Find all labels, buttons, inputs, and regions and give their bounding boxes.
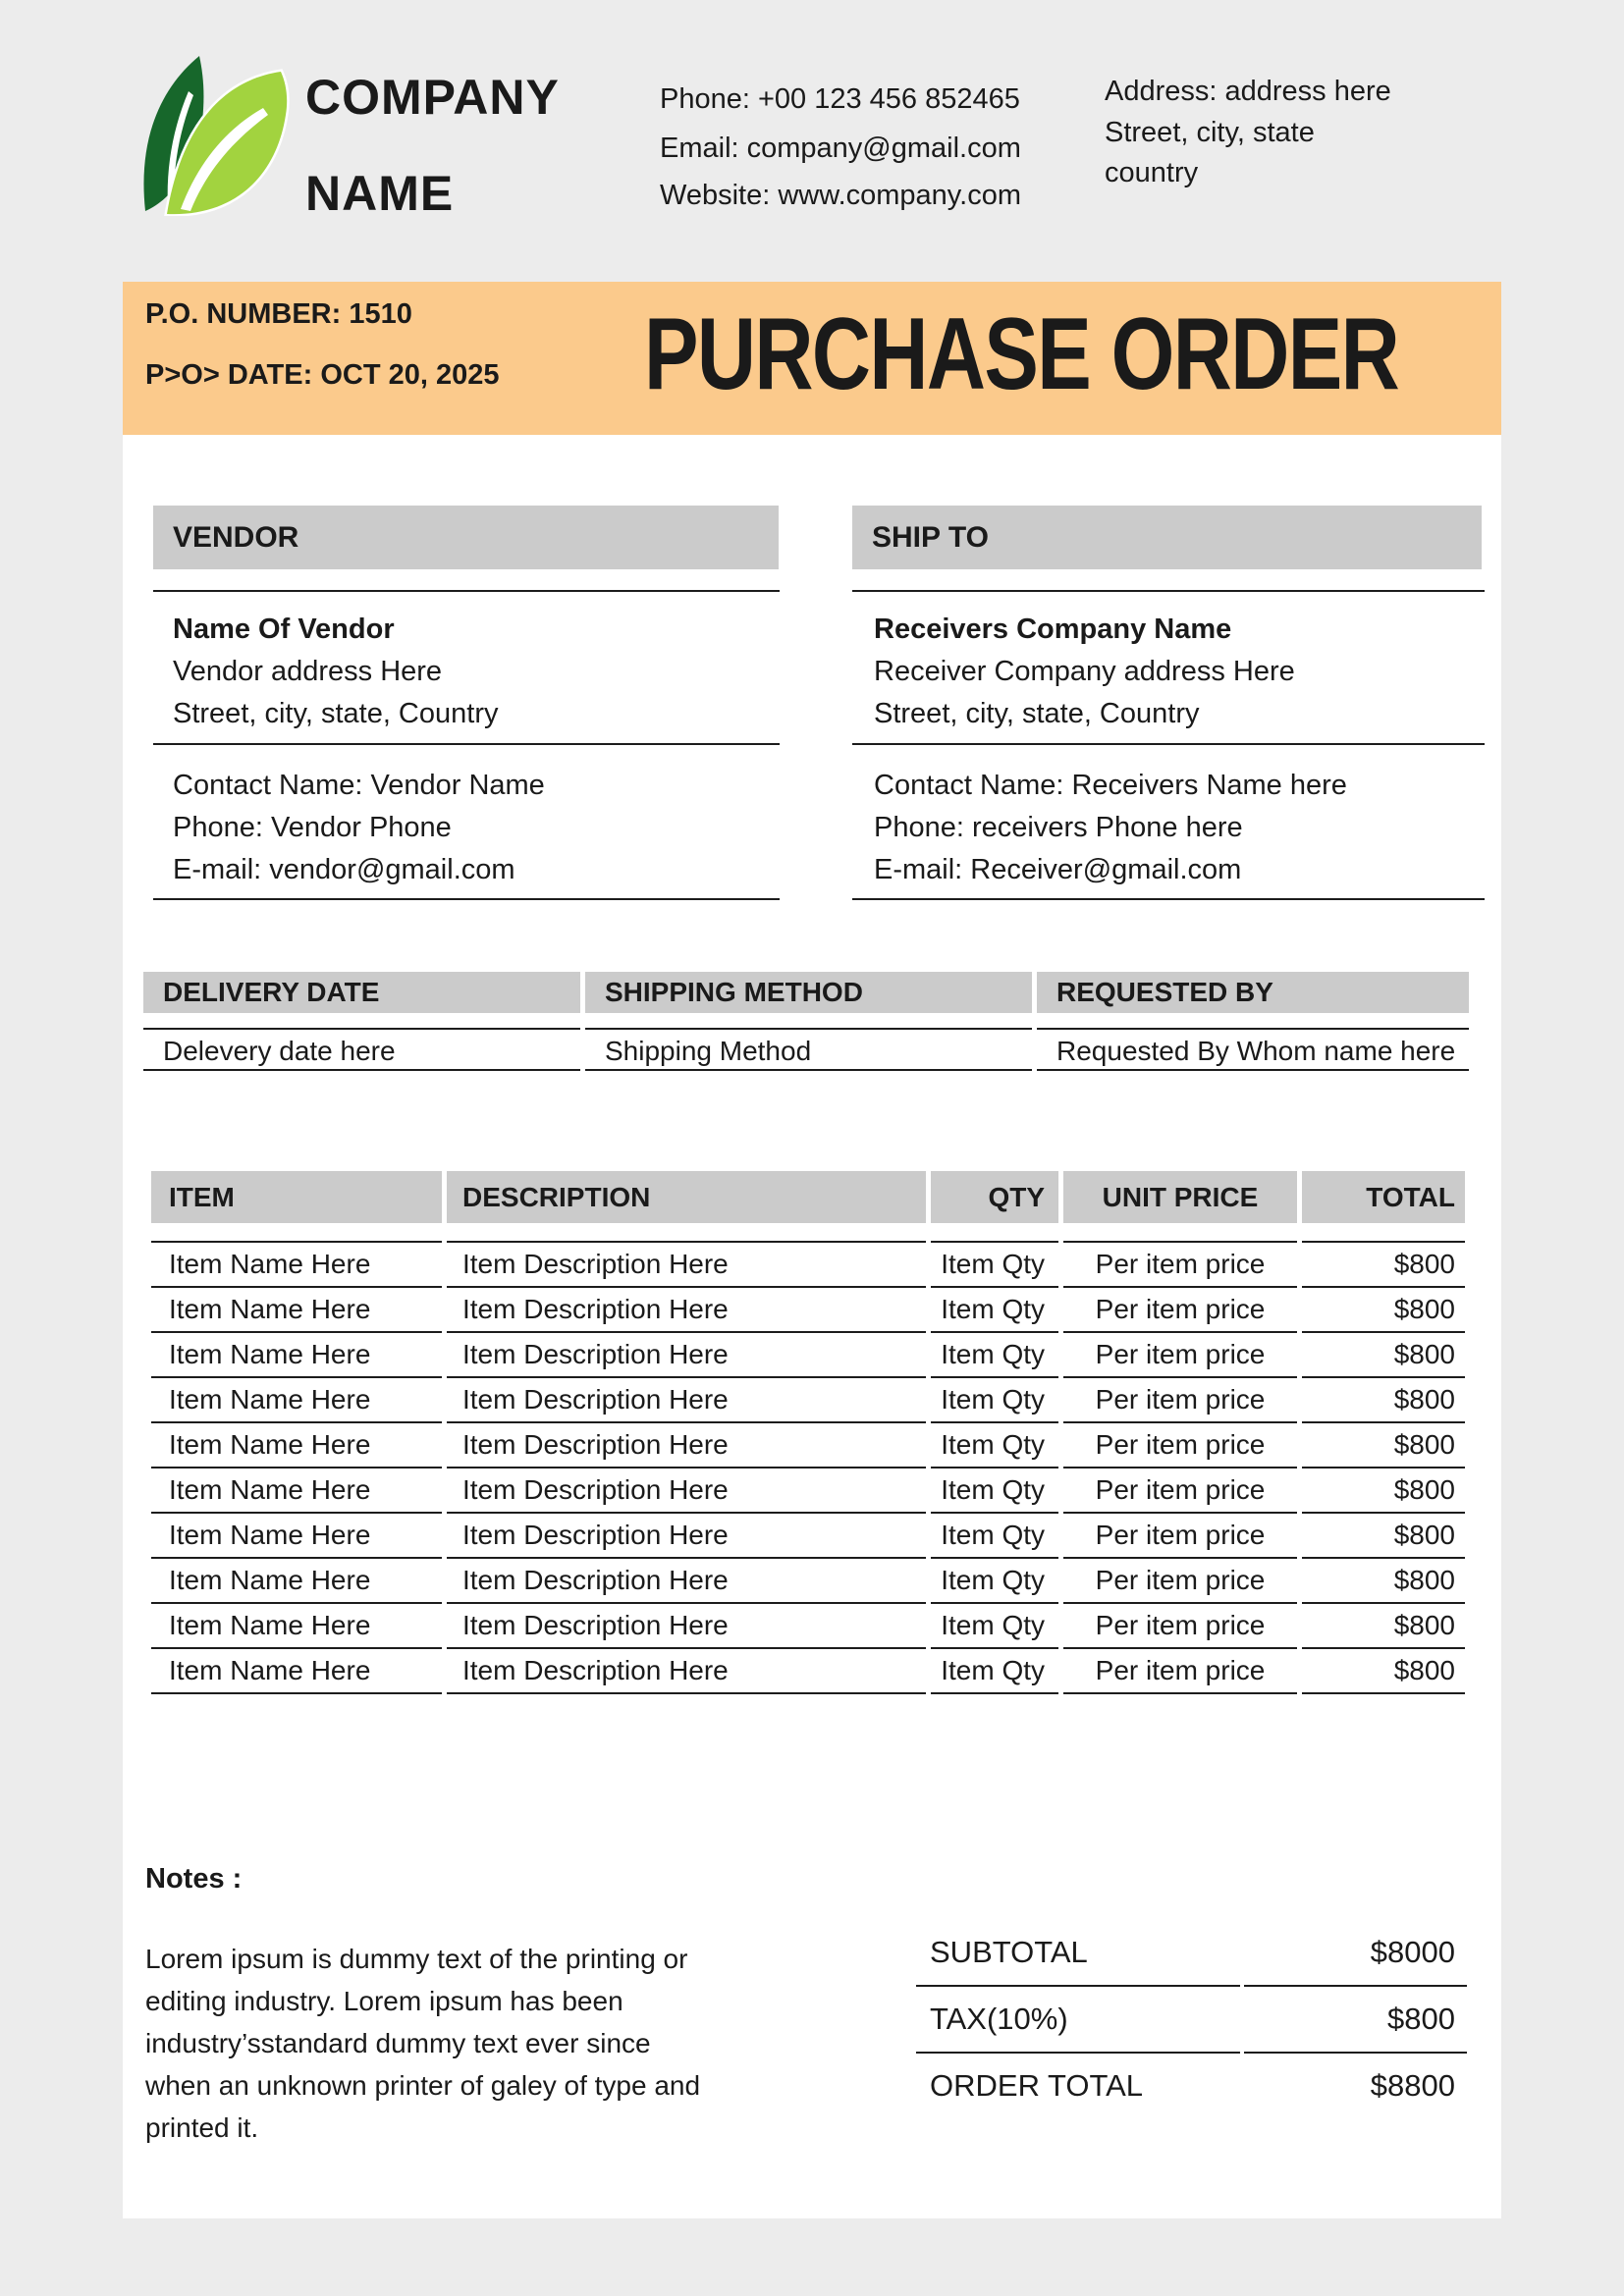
ship-to-address-line2: Street, city, state, Country [874, 698, 1200, 729]
shipping-method-value: Shipping Method [585, 1028, 1032, 1071]
ship-to-email: E-mail: Receiver@gmail.com [874, 854, 1242, 885]
item-row [151, 1331, 1465, 1376]
shipping-header-row [143, 972, 1469, 1013]
item-unit-price-cell: Per item price [1063, 1557, 1297, 1602]
company-email: Email: company@gmail.com [660, 133, 1021, 164]
tax-value: $800 [1244, 1987, 1467, 2054]
items-header-qty: QTY [931, 1171, 1058, 1223]
item-unit-price-cell: Per item price [1063, 1376, 1297, 1421]
vendor-rule-3 [153, 898, 780, 900]
items-header-total: TOTAL [1302, 1171, 1465, 1223]
items-header-description: DESCRIPTION [447, 1171, 926, 1223]
items-table-body [151, 1241, 1465, 1694]
items-header-spacer [151, 1223, 1465, 1241]
item-description-cell: Item Description Here [447, 1241, 926, 1286]
item-total-cell: $800 [1302, 1602, 1465, 1647]
item-total-cell: $800 [1302, 1421, 1465, 1467]
delivery-date-value: Delevery date here [143, 1028, 580, 1071]
tax-label: TAX(10%) [916, 1987, 1240, 2054]
item-name-cell: Item Name Here [151, 1331, 442, 1376]
item-qty-cell: Item Qty [931, 1602, 1058, 1647]
ship-to-rule-1 [852, 590, 1485, 592]
vendor-name: Name Of Vendor [173, 614, 395, 645]
item-unit-price-cell: Per item price [1063, 1512, 1297, 1557]
ship-to-rule-2 [852, 743, 1485, 745]
company-address-line2: Street, city, state [1105, 117, 1315, 148]
company-name-line1: COMPANY [305, 70, 560, 125]
item-qty-cell: Item Qty [931, 1331, 1058, 1376]
item-total-cell: $800 [1302, 1331, 1465, 1376]
subtotal-value: $8000 [1244, 1920, 1467, 1987]
item-total-cell: $800 [1302, 1467, 1465, 1512]
ship-to-phone: Phone: receivers Phone here [874, 812, 1243, 843]
vendor-address-line2: Street, city, state, Country [173, 698, 499, 729]
item-description-cell: Item Description Here [447, 1286, 926, 1331]
item-row [151, 1241, 1465, 1286]
item-name-cell: Item Name Here [151, 1421, 442, 1467]
tax-row [916, 1987, 1467, 2054]
po-title-wrap [550, 297, 1492, 411]
item-row [151, 1512, 1465, 1557]
item-description-cell: Item Description Here [447, 1647, 926, 1694]
company-address-line1: Address: address here [1105, 76, 1391, 107]
item-description-cell: Item Description Here [447, 1467, 926, 1512]
item-qty-cell: Item Qty [931, 1241, 1058, 1286]
item-name-cell: Item Name Here [151, 1557, 442, 1602]
vendor-address-block [173, 609, 498, 735]
ship-to-rule-3 [852, 898, 1485, 900]
item-qty-cell: Item Qty [931, 1376, 1058, 1421]
item-description-cell: Item Description Here [447, 1421, 926, 1467]
delivery-date-header: DELIVERY DATE [143, 972, 580, 1013]
order-total-label: ORDER TOTAL [930, 2068, 1144, 2103]
item-row [151, 1376, 1465, 1421]
item-unit-price-cell: Per item price [1063, 1241, 1297, 1286]
page-title: PURCHASE ORDER [644, 297, 1399, 411]
item-name-cell: Item Name Here [151, 1376, 442, 1421]
vendor-address-line1: Vendor address Here [173, 656, 443, 687]
vendor-email: E-mail: vendor@gmail.com [173, 854, 515, 885]
item-description-cell: Item Description Here [447, 1376, 926, 1421]
item-unit-price-cell: Per item price [1063, 1467, 1297, 1512]
vendor-rule-2 [153, 743, 780, 745]
item-unit-price-cell: Per item price [1063, 1421, 1297, 1467]
item-unit-price-cell: Per item price [1063, 1602, 1297, 1647]
item-qty-cell: Item Qty [931, 1557, 1058, 1602]
company-name-line2: NAME [305, 166, 455, 221]
item-total-cell: $800 [1302, 1286, 1465, 1331]
ship-to-contact-name: Contact Name: Receivers Name here [874, 770, 1347, 801]
item-qty-cell: Item Qty [931, 1286, 1058, 1331]
requested-by-value: Requested By Whom name here [1037, 1028, 1469, 1071]
company-phone: Phone: +00 123 456 852465 [660, 83, 1020, 115]
order-total-row [916, 2054, 1467, 2118]
shipping-value-row [143, 1028, 1469, 1071]
item-description-cell: Item Description Here [447, 1557, 926, 1602]
company-website: Website: www.company.com [660, 180, 1021, 211]
item-total-cell: $800 [1302, 1647, 1465, 1694]
company-leaf-logo [124, 54, 296, 216]
items-table [146, 1171, 1470, 1694]
vendor-contact-name: Contact Name: Vendor Name [173, 770, 545, 801]
po-number: P.O. NUMBER: 1510 [145, 298, 412, 330]
items-header-item: ITEM [151, 1171, 442, 1223]
item-total-cell: $800 [1302, 1557, 1465, 1602]
item-total-cell: $800 [1302, 1376, 1465, 1421]
item-unit-price-cell: Per item price [1063, 1331, 1297, 1376]
vendor-phone: Phone: Vendor Phone [173, 812, 452, 843]
items-header-unit-price: UNIT PRICE [1063, 1171, 1297, 1223]
item-name-cell: Item Name Here [151, 1286, 442, 1331]
item-qty-cell: Item Qty [931, 1647, 1058, 1694]
order-total-value: $8800 [1370, 2068, 1455, 2103]
subtotal-row [916, 1920, 1467, 1987]
ship-to-address-line1: Receiver Company address Here [874, 656, 1295, 687]
ship-to-name: Receivers Company Name [874, 614, 1232, 645]
item-row [151, 1421, 1465, 1467]
item-unit-price-cell: Per item price [1063, 1647, 1297, 1694]
item-name-cell: Item Name Here [151, 1602, 442, 1647]
company-address-line3: country [1105, 157, 1199, 188]
item-description-cell: Item Description Here [447, 1512, 926, 1557]
notes-body: Lorem ipsum is dummy text of the printing or editing industry. Lorem ipsum has been industry’sstandard dummy text ever since when an unknown printer of galey of type and printed it. [145, 1944, 701, 2143]
vendor-contact-block [173, 765, 545, 891]
vendor-section-heading: VENDOR [153, 506, 779, 569]
item-row [151, 1557, 1465, 1602]
item-row [151, 1647, 1465, 1694]
item-name-cell: Item Name Here [151, 1467, 442, 1512]
item-name-cell: Item Name Here [151, 1647, 442, 1694]
ship-to-section-heading: SHIP TO [852, 506, 1482, 569]
requested-by-header: REQUESTED BY [1037, 972, 1469, 1013]
item-description-cell: Item Description Here [447, 1602, 926, 1647]
item-qty-cell: Item Qty [931, 1467, 1058, 1512]
item-name-cell: Item Name Here [151, 1512, 442, 1557]
item-total-cell: $800 [1302, 1512, 1465, 1557]
item-qty-cell: Item Qty [931, 1512, 1058, 1557]
ship-to-contact-block [874, 765, 1347, 891]
items-table-head [151, 1171, 1465, 1241]
item-row [151, 1467, 1465, 1512]
item-name-cell: Item Name Here [151, 1241, 442, 1286]
item-description-cell: Item Description Here [447, 1331, 926, 1376]
vendor-rule-1 [153, 590, 780, 592]
item-total-cell: $800 [1302, 1241, 1465, 1286]
item-row [151, 1286, 1465, 1331]
ship-to-address-block [874, 609, 1295, 735]
totals-table [912, 1920, 1471, 2118]
subtotal-label: SUBTOTAL [916, 1920, 1240, 1987]
item-qty-cell: Item Qty [931, 1421, 1058, 1467]
item-unit-price-cell: Per item price [1063, 1286, 1297, 1331]
item-row [151, 1602, 1465, 1647]
notes-heading: Notes : [145, 1863, 243, 1895]
po-date: P>O> DATE: OCT 20, 2025 [145, 359, 500, 391]
shipping-method-header: SHIPPING METHOD [585, 972, 1032, 1013]
